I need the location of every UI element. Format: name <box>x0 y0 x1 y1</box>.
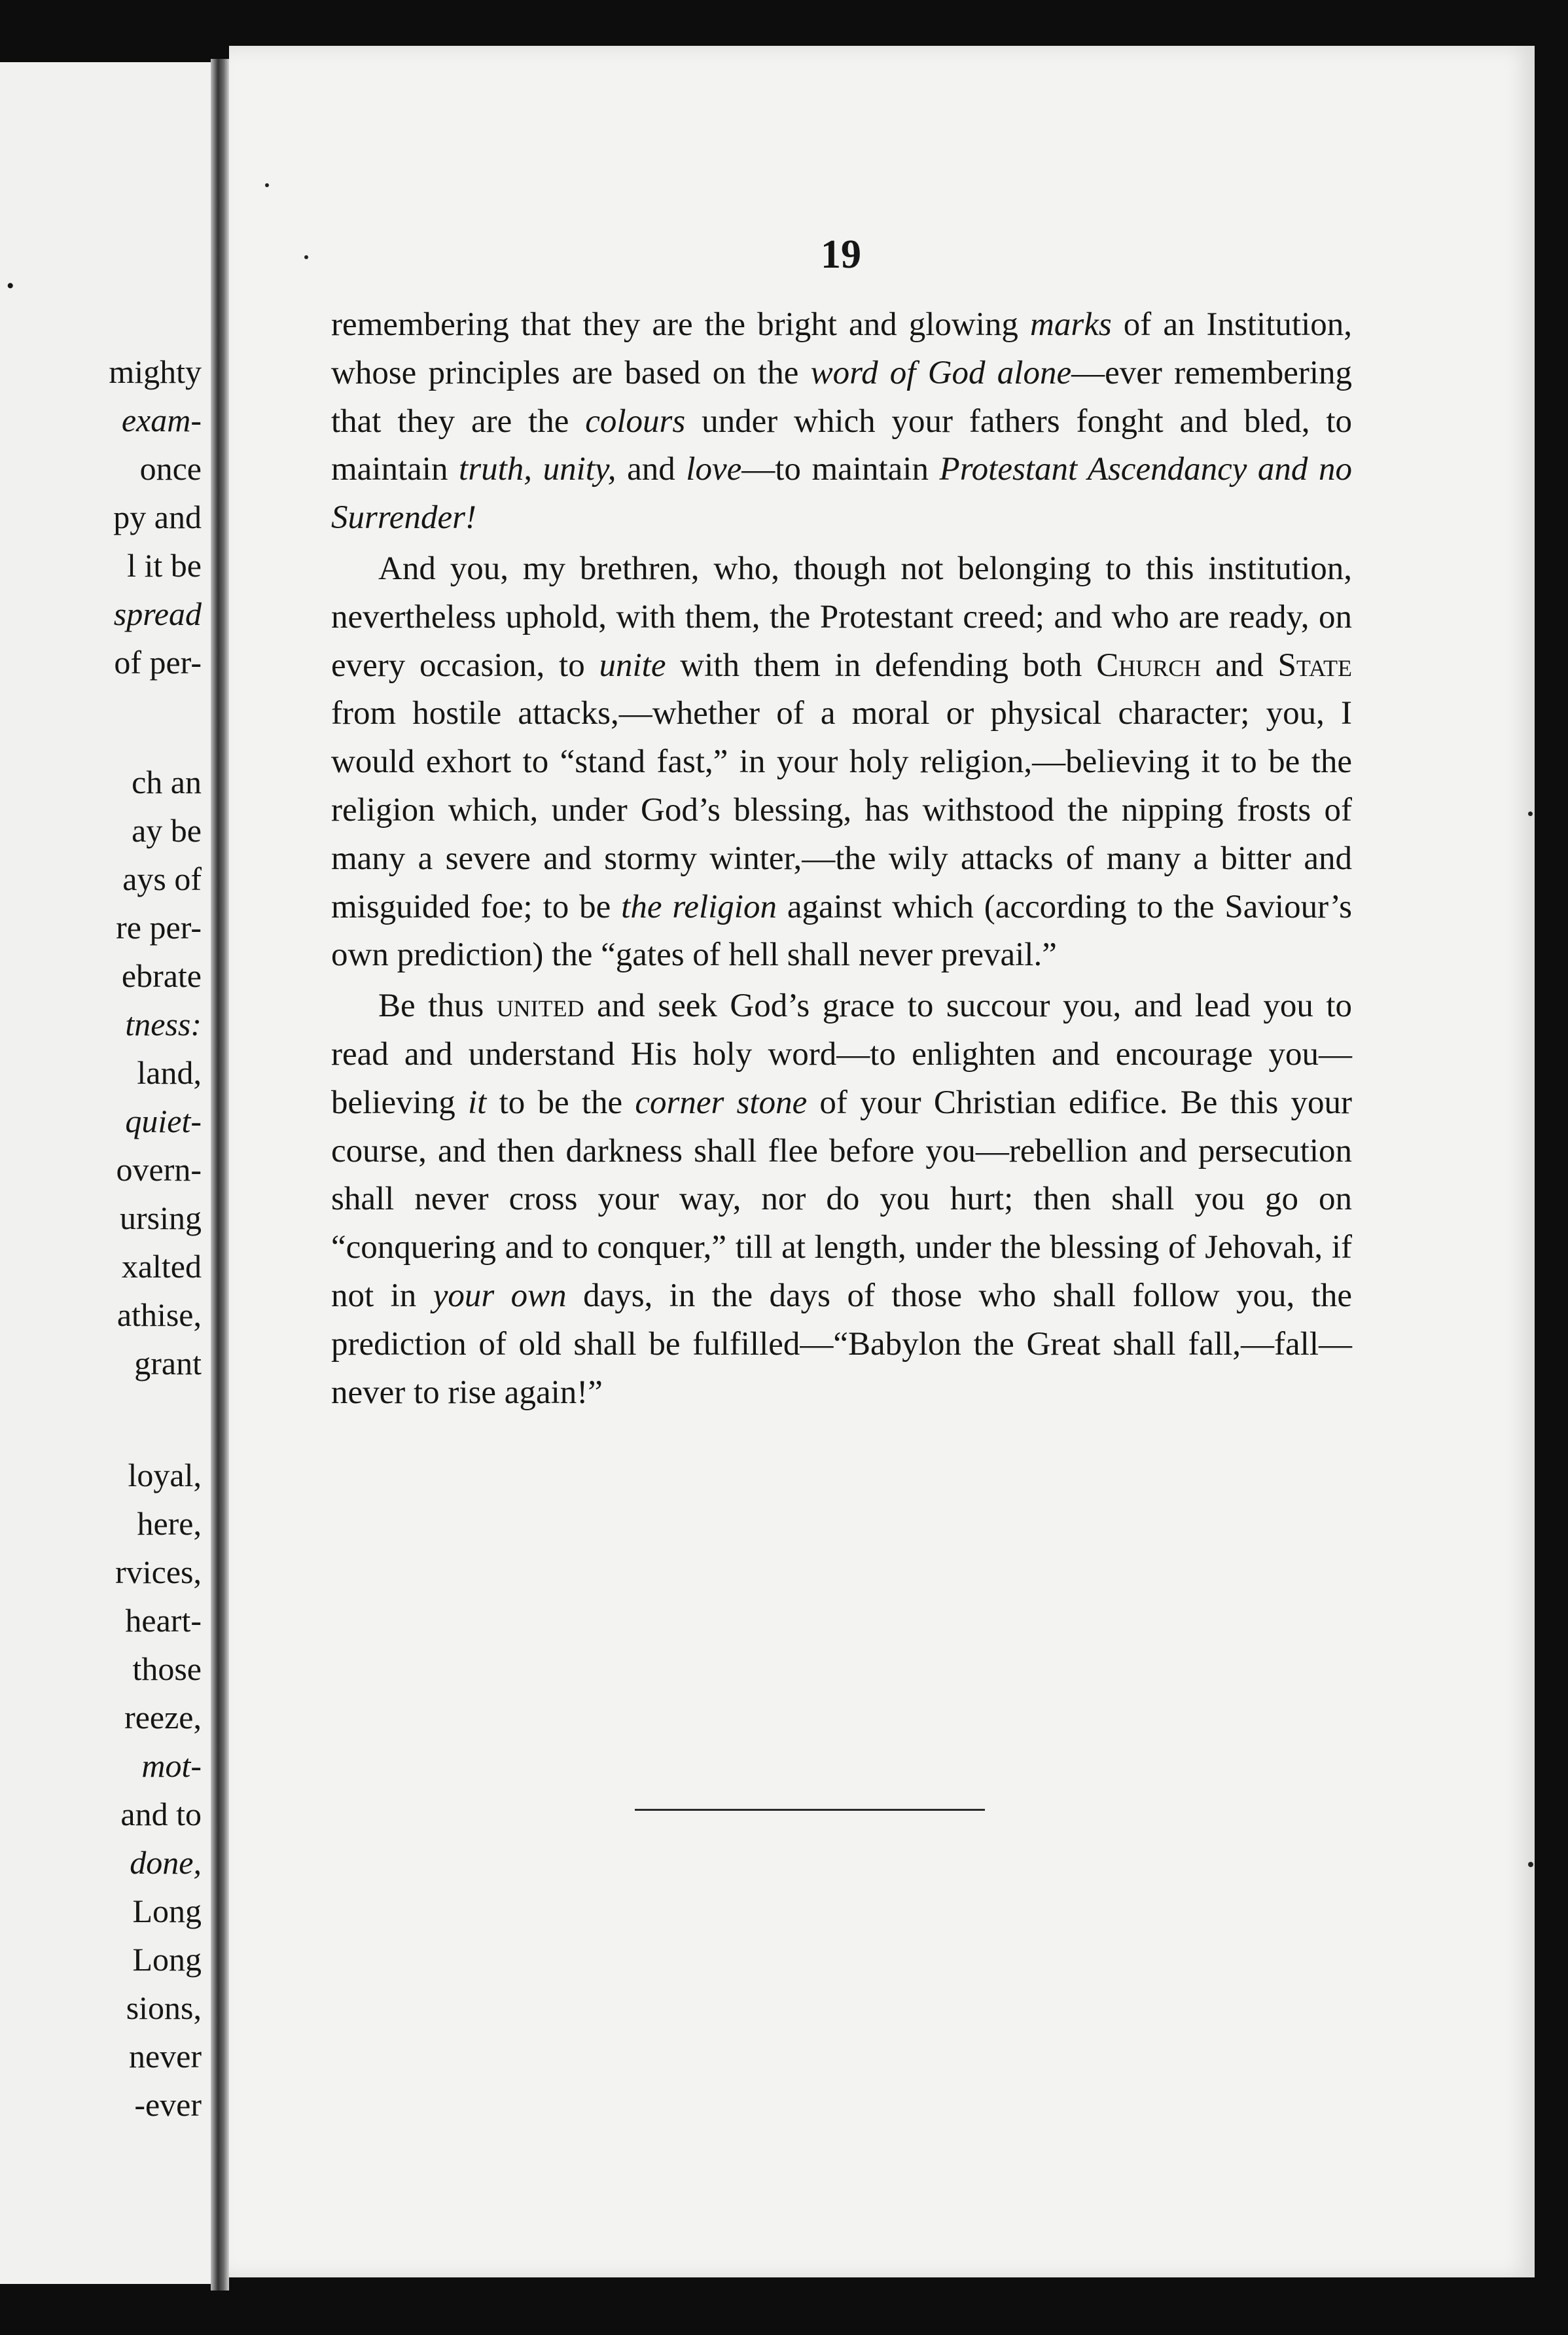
print-speck <box>1528 1862 1533 1867</box>
horizontal-rule <box>635 1809 985 1811</box>
left-page-line: py and <box>113 499 202 535</box>
text-run: from hostile attacks,—whether of a moral or physical character; you, I would exhort to “stand fast,” in your holy religion,—believing it to be the religion which, under God’s blessing, has withstood the nipping frosts of many a severe and stormy winter,—the wily attacks of many a bitter and misguided foe; to be <box>331 695 1352 925</box>
left-page-line: mighty <box>109 353 202 390</box>
text-run: with them in defending both <box>666 647 1097 684</box>
italic-text: love <box>686 451 742 488</box>
text-run: Be thus <box>378 988 497 1025</box>
italic-text: word of God alone <box>810 354 1072 391</box>
paragraph <box>331 301 1352 543</box>
left-page-line: re per- <box>116 909 202 946</box>
left-page-line: never <box>128 2038 202 2075</box>
left-page-line: reeze, <box>124 1699 202 1736</box>
text-run: and <box>1201 647 1278 684</box>
left-page-line: overn- <box>116 1151 202 1188</box>
text-run: and <box>616 451 686 488</box>
left-page-line: rvices, <box>115 1554 202 1590</box>
italic-text: colours <box>585 402 686 440</box>
italic-text: it <box>468 1084 487 1121</box>
left-page-line: ch an <box>132 764 202 800</box>
left-page-line: loyal, <box>128 1457 202 1493</box>
left-page-line: done, <box>130 1844 202 1881</box>
small-caps-text: united <box>496 988 584 1025</box>
page-body <box>331 301 1352 1417</box>
left-page-line: Long <box>132 1941 202 1978</box>
page-number: 19 <box>821 232 861 277</box>
print-speck <box>265 183 269 187</box>
left-page-line: tness: <box>125 1006 202 1043</box>
small-caps-text: Church <box>1096 647 1202 684</box>
italic-text: marks <box>1030 306 1112 343</box>
left-page-line: ebrate <box>121 957 202 994</box>
left-page-line: -ever <box>134 2086 202 2123</box>
text-run: of your Christian edifice. Be this your course, and then darkness shall flee before you—rebellion and persecution shall never cross your way, nor do you hurt; then shall you go on “conquering and to conquer,” till at length, under the blessing of Jehovah, if not in <box>331 1084 1353 1314</box>
text-run: to be the <box>486 1084 635 1121</box>
left-page-line: ursing <box>120 1200 202 1236</box>
text-run: of an Institution, whose principles are based on the <box>331 306 1352 391</box>
left-page-line: exam- <box>121 402 202 438</box>
text-run: against which (according to the Saviour’s own prediction) the “gates of hell shall never prevail.” <box>331 888 1352 974</box>
italic-text: truth, unity, <box>459 451 616 488</box>
left-page-line: quiet- <box>125 1103 202 1139</box>
text-run: —ever remembering that they are the <box>331 354 1353 440</box>
print-speck <box>1528 811 1533 816</box>
italic-text: your own <box>433 1277 567 1314</box>
left-page-fragment <box>0 62 211 2284</box>
book-gutter <box>211 59 229 2290</box>
text-run: days, in the days of those who shall follow you, the prediction of old shall be fulfilled—“Babylon the Great shall fall,—fall—never to rise again!” <box>331 1277 1353 1411</box>
left-page-line: sions, <box>126 1989 202 2026</box>
italic-text: Protestant Ascendancy and no Surrender! <box>331 451 1353 537</box>
left-page-line: Long <box>132 1893 202 1929</box>
left-page-line: ays of <box>122 861 202 897</box>
left-page-line: l it be <box>127 547 202 584</box>
left-page-line: land, <box>137 1054 202 1091</box>
text-run: And you, my brethren, who, though not belonging to this institution, nevertheless uphold, with them, the Protestant creed; and who are ready, on every occasion, to <box>331 550 1352 684</box>
left-page-line: grant <box>134 1345 202 1381</box>
left-page-line: athise, <box>116 1296 202 1333</box>
italic-text: the religion <box>621 888 777 925</box>
text-run: —to maintain <box>741 451 940 488</box>
text-run: remembering that they are the bright and glowing <box>331 306 1031 343</box>
italic-text: unite <box>599 647 666 684</box>
left-page-line: xalted <box>121 1248 202 1285</box>
left-page-line: and to <box>120 1796 202 1832</box>
italic-text: corner stone <box>635 1084 808 1121</box>
left-page-line: once <box>139 450 202 487</box>
left-page-line: those <box>132 1650 202 1687</box>
print-speck <box>304 255 308 259</box>
left-page-line: heart- <box>125 1602 202 1639</box>
left-page-line: here, <box>137 1505 202 1542</box>
left-page-line: . <box>6 258 14 295</box>
left-page-line: mot- <box>141 1747 202 1784</box>
left-page-line: of per- <box>114 644 202 681</box>
paragraph <box>331 982 1352 1417</box>
text-run: and seek God’s grace to succour you, and lead you to read and understand His holy word—to enlighten and encourage you—believing <box>331 988 1353 1121</box>
paragraph <box>331 545 1352 980</box>
small-caps-text: State <box>1277 647 1352 684</box>
left-page-line: spread <box>113 596 202 632</box>
left-page-line: ay be <box>132 812 202 849</box>
text-run: under which your fathers fonght and bled, to maintain <box>331 402 1353 488</box>
